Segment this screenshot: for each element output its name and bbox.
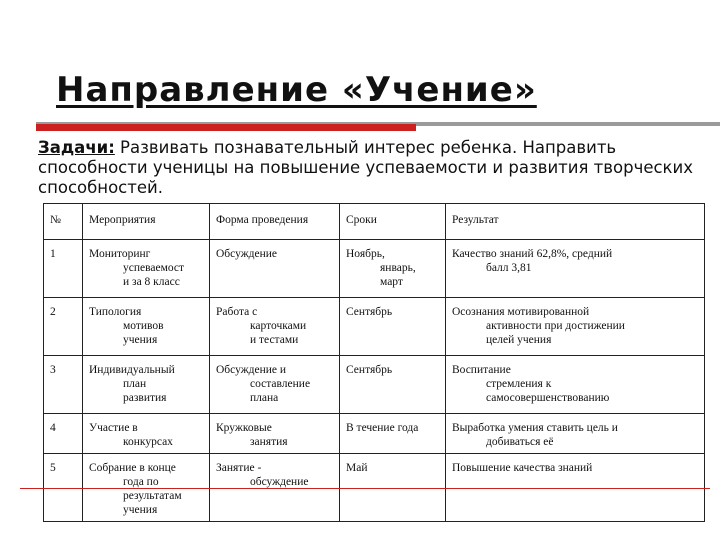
cell-result-line: Воспитание <box>452 364 511 376</box>
cell-event-line: результатам <box>123 490 182 502</box>
cell-term <box>340 356 446 414</box>
cell-form-line: плана <box>250 392 279 404</box>
cell-form <box>210 298 340 356</box>
cell-event <box>83 414 210 454</box>
plan-table <box>43 203 705 522</box>
cell-result-line: стремления к <box>486 378 552 390</box>
cell-event-line: Индивидуальный <box>89 364 175 376</box>
cell-term <box>340 414 446 454</box>
cell-event-line: года по <box>123 476 159 488</box>
cell-number: 3 <box>44 356 83 414</box>
tasks-paragraph <box>38 138 698 198</box>
cell-term <box>340 240 446 298</box>
cell-result <box>446 414 705 454</box>
cell-form-line: Работа с <box>216 306 258 318</box>
cell-form <box>210 414 340 454</box>
cell-term <box>340 298 446 356</box>
slide-title: Направление «Учение» <box>56 70 537 110</box>
cell-number: 2 <box>44 298 83 356</box>
cell-result-line: самосовершенствованию <box>486 392 610 404</box>
cell-term-line: Сентябрь <box>346 364 393 376</box>
cell-event-line: учения <box>123 334 158 346</box>
cell-form-line: составление <box>250 378 311 390</box>
cell-term-line: Сентябрь <box>346 306 393 318</box>
cell-result <box>446 298 705 356</box>
col-header-number: № <box>44 204 83 240</box>
cell-event-line: Типология <box>89 306 142 318</box>
cell-number: 5 <box>44 454 83 522</box>
cell-form-line: Обсуждение <box>216 248 278 260</box>
cell-form <box>210 356 340 414</box>
cell-form-line: занятия <box>250 436 288 448</box>
cell-form <box>210 240 340 298</box>
table-row <box>44 298 705 356</box>
cell-result-line: Повышение качества знаний <box>452 462 593 474</box>
tasks-label: Задачи: <box>38 138 115 157</box>
cell-event <box>83 298 210 356</box>
title-divider-red <box>36 124 416 131</box>
cell-event <box>83 240 210 298</box>
table-row <box>44 240 705 298</box>
cell-term-line: март <box>380 276 403 288</box>
cell-event-line: и за 8 класс <box>123 276 180 288</box>
cell-number: 1 <box>44 240 83 298</box>
cell-result <box>446 356 705 414</box>
cell-form-line: Обсуждение и <box>216 364 287 376</box>
cell-form-line: карточками <box>250 320 307 332</box>
cell-result-line: добиваться её <box>486 436 554 448</box>
cell-event-line: конкурсах <box>123 436 173 448</box>
table-row <box>44 414 705 454</box>
cell-event <box>83 356 210 414</box>
table-header-row <box>44 204 705 240</box>
cell-event-line: развития <box>123 392 167 404</box>
cell-result-line: активности при достижении <box>486 320 625 332</box>
cell-event-line: мотивов <box>123 320 164 332</box>
cell-term-line: Ноябрь, <box>346 248 385 260</box>
tasks-text: Развивать познавательный интерес ребенка. Направить способности ученицы на повышение успеваемости и развития творческих способностей. <box>38 138 694 197</box>
red-guide-line <box>20 488 710 489</box>
cell-result-line: целей учения <box>486 334 552 346</box>
cell-event-line: Мониторинг <box>89 248 151 260</box>
table-body <box>44 240 705 522</box>
cell-form-line: Кружковые <box>216 422 272 434</box>
cell-event-line: план <box>123 378 147 390</box>
col-header-terms: Сроки <box>340 204 446 240</box>
col-header-form: Форма проведения <box>210 204 340 240</box>
col-header-result: Результат <box>446 204 705 240</box>
cell-result-line: Качество знаний 62,8%, средний <box>452 248 613 260</box>
cell-result-line: балл 3,81 <box>486 262 532 274</box>
cell-form-line: обсуждение <box>250 476 309 488</box>
cell-result-line: Осознания мотивированной <box>452 306 590 318</box>
cell-term-line: Май <box>346 462 368 474</box>
cell-result-line: Выработка умения ставить цель и <box>452 422 618 434</box>
cell-term-line: январь, <box>380 262 416 274</box>
cell-event-line: учения <box>123 504 158 516</box>
cell-result <box>446 240 705 298</box>
cell-event-line: Участие в <box>89 422 138 434</box>
cell-term-line: В течение года <box>346 422 419 434</box>
cell-number: 4 <box>44 414 83 454</box>
table-row <box>44 356 705 414</box>
cell-form-line: и тестами <box>250 334 299 346</box>
col-header-events: Мероприятия <box>83 204 210 240</box>
cell-form-line: Занятие - <box>216 462 262 474</box>
cell-event-line: Собрание в конце <box>89 462 176 474</box>
cell-event-line: успеваемост <box>123 262 185 274</box>
